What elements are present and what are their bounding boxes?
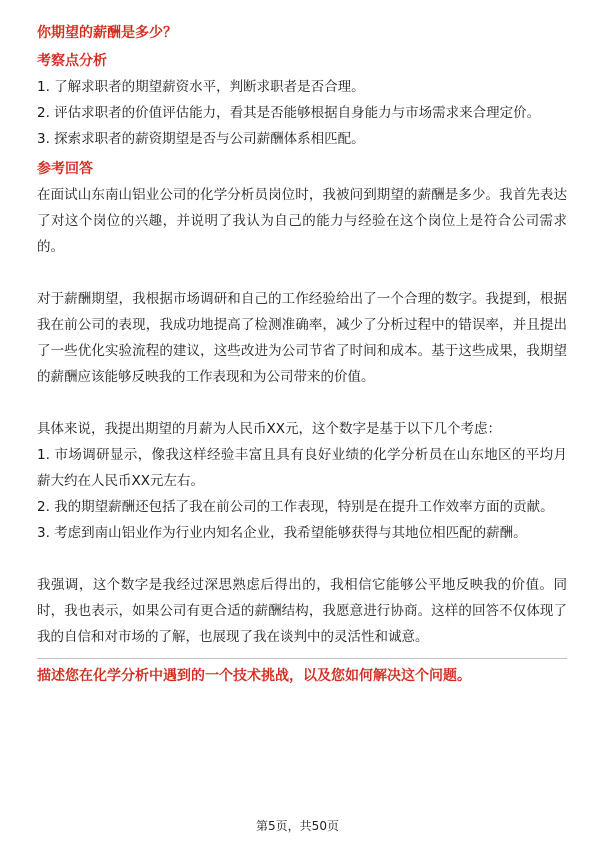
next-question-title: 描述您在化学分析中遇到的一个技术挑战，以及您如何解决这个问题。 [37,668,471,684]
analysis-item: 1. 了解求职者的期望薪资水平，判断求职者是否合理。 [37,79,365,95]
answer-paragraph-2: 对于薪酬期望，我根据市场调研和自己的工作经验给出了一个合理的数字。我提到，根据我在前公司的表现，我成功地提高了检测准确率，减少了分析过程中的错误率，并且提出了一些优化实验流程的建议，这些改进为公司节省了时间和成本。基于这些成果，我期望的薪酬应该能够反映我的工作表现和为公司带来的价值。 [37,291,567,385]
analysis-heading: 考察点分析 [37,53,107,69]
answer-paragraph-3-intro: 具体来说，我提出期望的月薪为人民币XX元，这个数字是基于以下几个考虑： [37,421,501,437]
answer-list-item: 3. 考虑到南山铝业作为行业内知名企业，我希望能够获得与其地位相匹配的薪酬。 [37,525,527,541]
answer-heading: 参考回答 [37,161,93,177]
answer-paragraph-1: 在面试山东南山铝业公司的化学分析员岗位时，我被问到期望的薪酬是多少。我首先表达了对这个岗位的兴趣，并说明了我认为自己的能力与经验在这个岗位上是符合公司需求的。 [37,187,567,255]
answer-paragraph-4: 我强调，这个数字是我经过深思熟虑后得出的，我相信它能够公平地反映我的价值。同时，我也表示，如果公司有更合适的薪酬结构，我愿意进行协商。这样的回答不仅体现了我的自信和对市场的了解，也展现了我在谈判中的灵活性和诚意。 [37,577,567,645]
analysis-list [37,74,567,152]
question-title: 你期望的薪酬是多少？ [37,25,177,41]
divider [37,658,567,659]
analysis-item: 3. 探索求职者的薪资期望是否与公司薪酬体系相匹配。 [37,131,365,147]
page-content [37,22,567,687]
page-number: 第5页，共50页 [256,819,339,833]
answer-list-item: 2. 我的期望薪酬还包括了我在前公司的工作表现，特别是在提升工作效率方面的贡献。 [37,499,554,515]
answer-list-item: 1. 市场调研显示，像我这样经验丰富且具有良好业绩的化学分析员在山东地区的平均月薪大约在人民币XX元左右。 [37,447,567,489]
analysis-item: 2. 评估求职者的价值评估能力，看其是否能够根据自身能力与市场需求来合理定价。 [37,105,541,121]
